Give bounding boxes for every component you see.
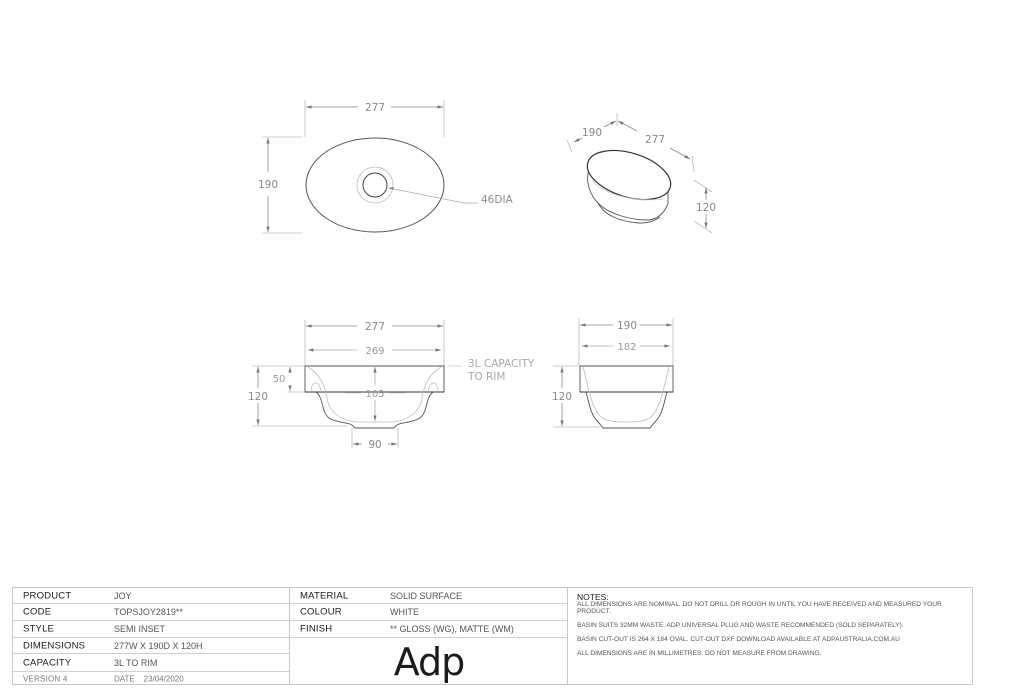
finish-label: FINISH [300, 623, 333, 635]
product-value: JOY [114, 590, 132, 601]
adp-logo: Adp [393, 640, 465, 684]
version-row [13, 672, 289, 686]
iso-depth-dim: 190 [581, 127, 603, 139]
colour-row [290, 604, 568, 621]
side-total-height-dim: 120 [551, 391, 573, 403]
iso-view [567, 113, 716, 233]
code-row [13, 604, 289, 621]
material-section [289, 588, 568, 684]
date-field [114, 675, 184, 684]
finish-value: ** GLOSS (WG), MATTE (WM) [390, 624, 514, 634]
capacity-row [13, 654, 289, 672]
front-inner-width-dim: 269 [365, 346, 385, 357]
side-outer-width-dim: 190 [616, 320, 638, 332]
finish-row [290, 621, 568, 638]
front-base-width-dim: 90 [368, 439, 382, 451]
plan-view [258, 100, 514, 233]
iso-height-dim: 120 [695, 202, 717, 214]
style-label: STYLE [23, 623, 55, 635]
side-inner-width-dim: 182 [617, 342, 637, 353]
plan-width-dim: 277 [364, 102, 386, 114]
notes [577, 593, 966, 664]
title-block [12, 587, 973, 685]
style-value: SEMI INSET [114, 624, 166, 634]
material-value: SOLID SURFACE [390, 590, 463, 601]
dimensions-label: DIMENSIONS [23, 640, 86, 651]
material-row [290, 588, 568, 604]
style-row [13, 621, 289, 638]
note-item: BASIN CUT-OUT IS 264 X 184 OVAL. CUT-OUT DXF DOWNLOAD AVAILABLE AT ADPAUSTRALIA.COM.AU [577, 636, 900, 643]
note-item: ALL DIMENSIONS ARE NOMINAL. DO NOT DRILL OR ROUGH IN UNTIL YOU HAVE RECEIVED AND MEASURED YOUR PRODUCT. [577, 601, 942, 615]
product-row [13, 588, 289, 604]
front-rim-height-dim: 50 [272, 374, 286, 385]
front-total-height-dim: 120 [247, 391, 269, 403]
note-item: BASIN SUITS 32MM WASTE. ADP UNIVERSAL PLUG AND WASTE RECOMMENDED (SOLD SEPARATELY). [577, 622, 904, 629]
date-label: DATE [114, 674, 135, 684]
plan-depth-dim: 190 [257, 179, 279, 191]
colour-label: COLOUR [300, 606, 342, 618]
colour-value: WHITE [390, 607, 419, 617]
note-item: ALL DIMENSIONS ARE IN MILLIMETRES. DO NOT MEASURE FROM DRAWING. [577, 650, 822, 657]
capacity-note-line1: 3L CAPACITY [468, 358, 535, 370]
notes-section [567, 588, 972, 684]
product-info-section [13, 588, 289, 684]
capacity-value: 3L TO RIM [114, 657, 158, 668]
capacity-note-line2: TO RIM [468, 371, 506, 383]
side-section-view [552, 318, 673, 428]
version-label: VERSION 4 [23, 674, 68, 684]
date-value: 23/04/2020 [143, 674, 184, 684]
front-outer-width-dim: 277 [364, 321, 386, 333]
dimensions-value: 277W X 190D X 120H [114, 640, 203, 651]
waste-diameter-label: 46DIA [481, 194, 513, 206]
product-label: PRODUCT [23, 590, 72, 601]
material-label: MATERIAL [300, 590, 349, 601]
code-value: TOPSJOY2819** [114, 607, 183, 617]
code-label: CODE [23, 606, 52, 618]
front-section-view [248, 320, 535, 451]
capacity-label: CAPACITY [23, 657, 72, 668]
dimensions-row [13, 638, 289, 654]
iso-width-dim: 277 [644, 134, 666, 146]
notes-heading: NOTES: [577, 592, 609, 602]
front-bowl-depth-dim: 105 [365, 389, 385, 400]
